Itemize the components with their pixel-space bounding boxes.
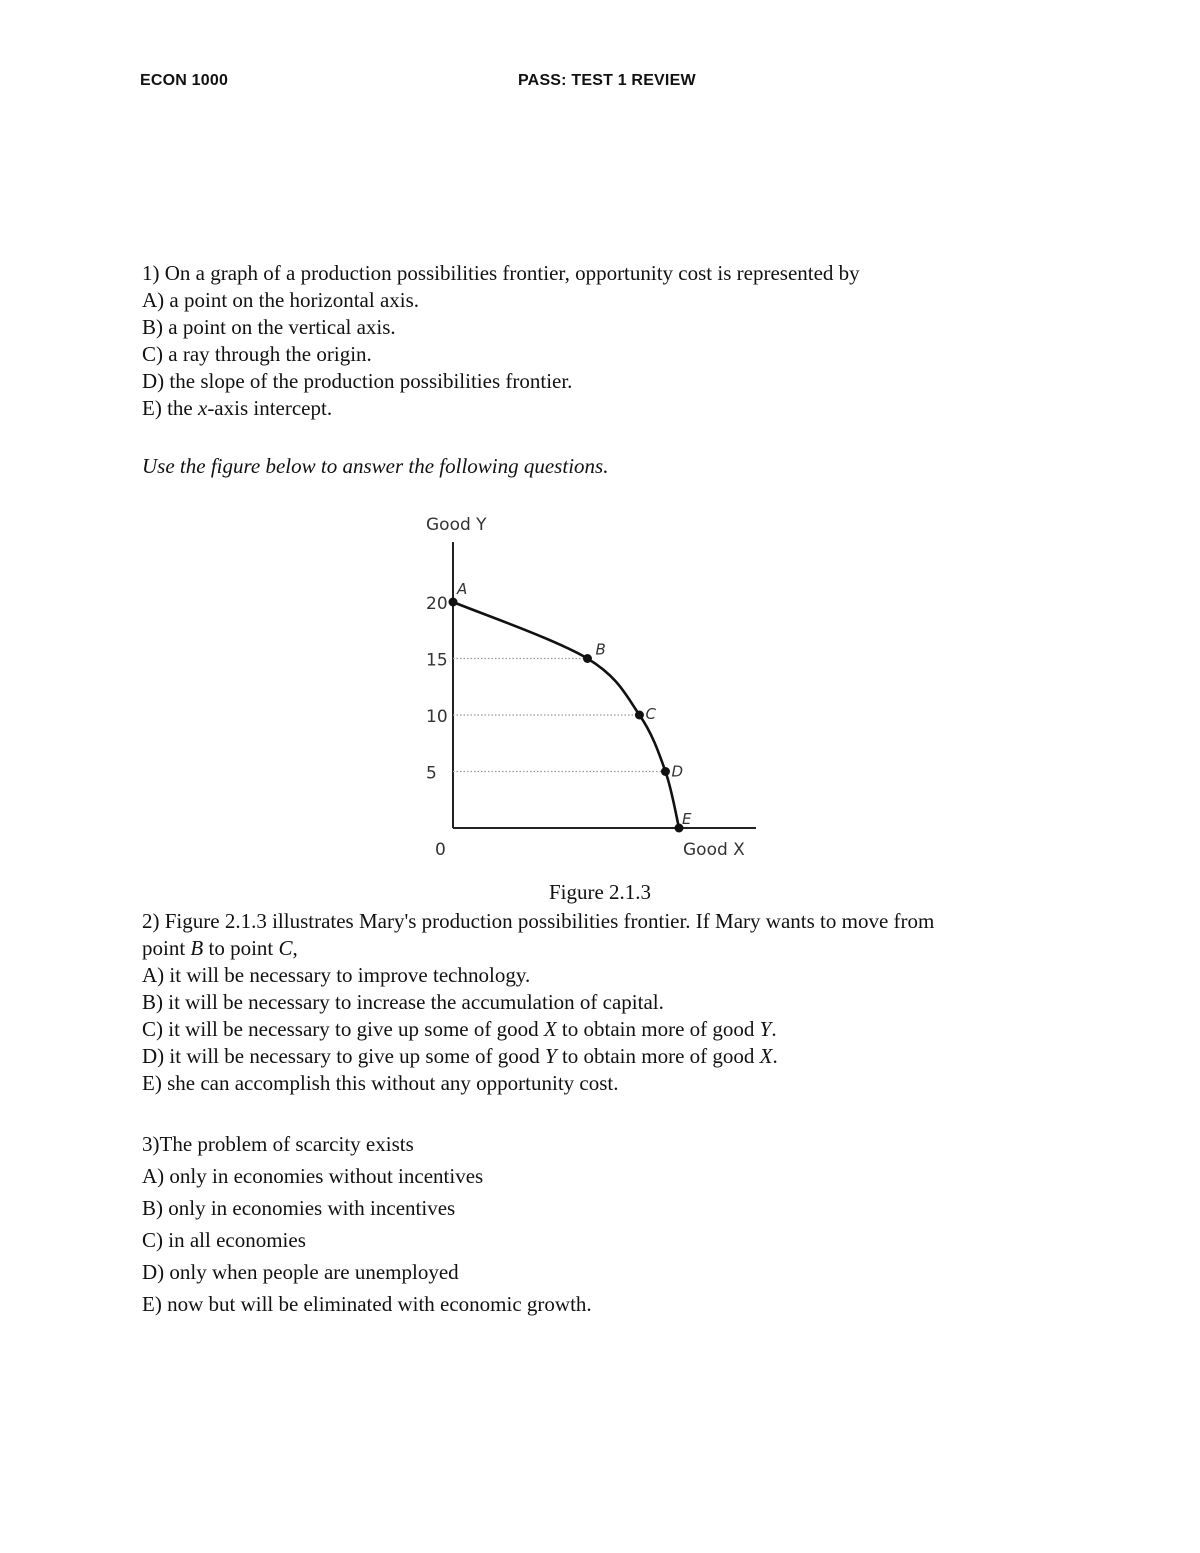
question-1-option-b: B) a point on the vertical axis. (142, 315, 396, 339)
question-1-option-e (142, 395, 1082, 422)
option-e-prefix: E) the (142, 396, 198, 420)
y-tick-label-10: 10 (426, 707, 448, 727)
option-d-good-y: Y (545, 1044, 557, 1068)
question-3 (142, 1128, 1082, 1320)
point-label-E: E (682, 810, 692, 828)
origin-label: 0 (435, 840, 446, 860)
question-3-option-b: B) only in economies with incentives (142, 1196, 456, 1220)
point-label-A: A (457, 580, 468, 598)
option-e-suffix: -axis intercept. (207, 396, 333, 420)
option-c-prefix: C) it will be necessary to give up some of good (142, 1017, 544, 1041)
question-3-stem: 3)The problem of scarcity exists (142, 1132, 414, 1156)
question-3-option-c: C) in all economies (142, 1228, 306, 1252)
question-1-option-a: A) a point on the horizontal axis. (142, 288, 420, 312)
stem2-prefix: point (142, 936, 191, 960)
figure-instruction: Use the figure below to answer the following questions. (142, 454, 609, 478)
point-A (449, 598, 458, 607)
point-label-B: B (595, 640, 606, 659)
question-3-option-a: A) only in economies without incentives (142, 1164, 484, 1188)
question-3-option-e: E) now but will be eliminated with economic growth. (142, 1292, 592, 1316)
y-tick-label-5: 5 (426, 763, 437, 784)
question-2-option-e: E) she can accomplish this without any opportunity cost. (142, 1071, 619, 1095)
question-2-option-d (142, 1043, 1082, 1070)
question-2-option-c (142, 1016, 1082, 1043)
question-2-option-b: B) it will be necessary to increase the accumulation of capital. (142, 990, 664, 1014)
ppf-chart (400, 500, 780, 880)
option-c-good-y: Y (759, 1017, 772, 1041)
question-2-stem-line2 (142, 935, 1082, 962)
question-3-option-d: D) only when people are unemployed (142, 1260, 459, 1284)
point-D (661, 767, 670, 776)
point-label-C: C (645, 705, 656, 723)
question-1-stem: 1) On a graph of a production possibilities frontier, opportunity cost is represented by (142, 261, 860, 285)
x-axis-label: Good X (683, 840, 745, 860)
header-title: PASS: TEST 1 REVIEW (518, 72, 696, 89)
question-1 (142, 260, 1082, 422)
question-2 (142, 908, 1082, 1097)
stem2-middle: to point (203, 936, 279, 960)
option-e-variable: x (197, 396, 208, 420)
point-B (583, 654, 592, 663)
option-c-middle: to obtain more of good (556, 1017, 760, 1041)
option-c-good-x: X (543, 1017, 557, 1041)
stem2-suffix: , (292, 936, 298, 960)
option-d-suffix: . (772, 1044, 778, 1068)
y-tick-label-15: 15 (426, 650, 448, 671)
stem2-point-b: B (190, 936, 204, 960)
point-label-D: D (671, 762, 684, 781)
option-d-middle: to obtain more of good (556, 1044, 760, 1068)
option-c-suffix: . (771, 1017, 777, 1041)
option-d-prefix: D) it will be necessary to give up some of good (142, 1044, 545, 1068)
question-1-option-c: C) a ray through the origin. (142, 342, 372, 366)
point-C (635, 711, 644, 720)
option-d-good-x: X (759, 1044, 773, 1068)
stem2-point-c: C (278, 936, 293, 960)
y-axis-label: Good Y (426, 515, 487, 535)
question-1-option-d: D) the slope of the production possibilities frontier. (142, 369, 573, 393)
y-tick-label-20: 20 (426, 594, 448, 614)
question-2-option-a: A) it will be necessary to improve technology. (142, 963, 531, 987)
figure-caption: Figure 2.1.3 (548, 880, 652, 904)
question-2-stem-line1: 2) Figure 2.1.3 illustrates Mary's production possibilities frontier. If Mary wants to move from (142, 909, 935, 933)
header-course: ECON 1000 (140, 72, 229, 89)
